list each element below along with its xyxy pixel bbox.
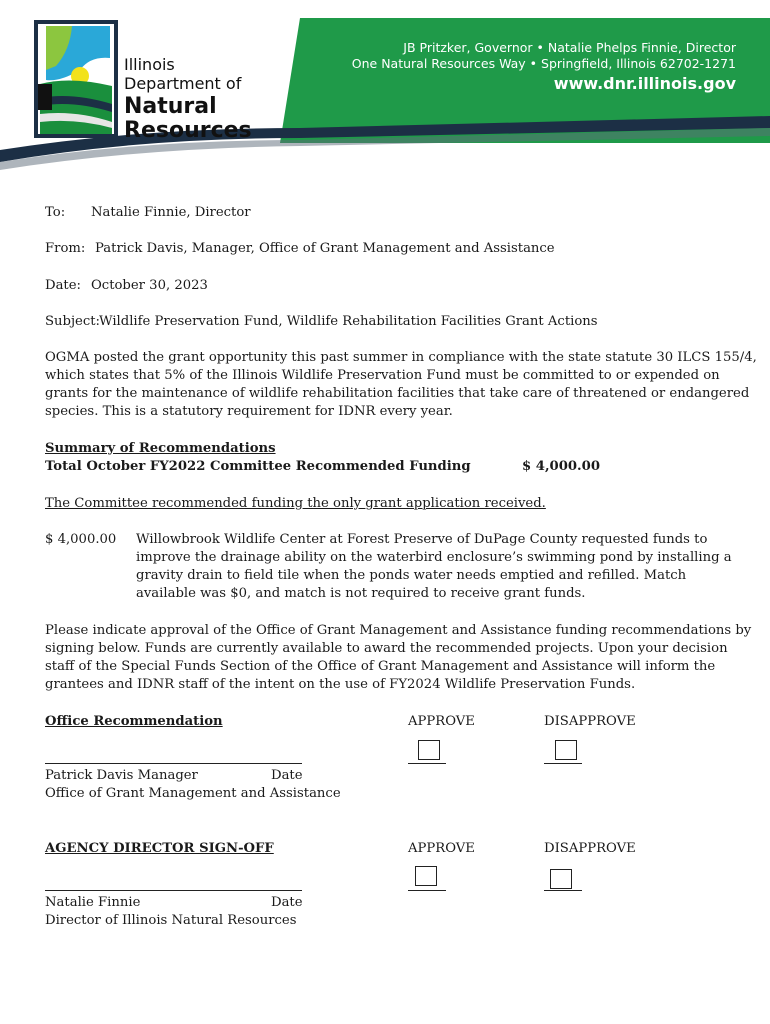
- intro-line: species. This is a statutory requirement for IDNR every year.: [45, 404, 453, 419]
- director-date-label: Date: [271, 895, 303, 910]
- office-approve-label: APPROVE: [408, 714, 475, 729]
- total-label: Total October FY2022 Committee Recommended Funding: [45, 459, 471, 474]
- office-signer-title: Office of Grant Management and Assistance: [45, 786, 341, 801]
- subject-value: Wildlife Preservation Fund, Wildlife Rehabilitation Facilities Grant Actions: [99, 314, 598, 329]
- director-disapprove-underline: [544, 890, 582, 891]
- logo-text-natural: Natural: [124, 94, 217, 119]
- website-link[interactable]: www.dnr.illinois.gov: [553, 74, 736, 93]
- from-label: From:: [45, 241, 86, 256]
- address-line: One Natural Resources Way • Springfield, Illinois 62702-1271: [351, 56, 736, 71]
- director-signer-title: Director of Illinois Natural Resources: [45, 913, 297, 928]
- date-value: October 30, 2023: [91, 278, 208, 293]
- letterhead: [0, 0, 770, 170]
- intro-line: OGMA posted the grant opportunity this past summer in compliance with the state statute 30 ILCS 155/4,: [45, 350, 757, 365]
- office-date-label: Date: [271, 768, 303, 783]
- grant-line: improve the drainage ability on the waterbird enclosure’s swimming pond by installing a: [136, 550, 732, 565]
- summary-heading: Summary of Recommendations: [45, 441, 276, 456]
- approval-line: grantees and IDNR staff of the intent on the use of FY2024 Wildlife Preservation Funds.: [45, 677, 636, 692]
- intro-line: grants for the maintenance of wildlife rehabilitation facilities that take care of threatened or endangered: [45, 386, 750, 401]
- total-value: $ 4,000.00: [522, 459, 601, 474]
- director-approve-label: APPROVE: [408, 841, 475, 856]
- director-signer-name: Natalie Finnie: [45, 895, 141, 910]
- office-signer-name: Patrick Davis Manager: [45, 768, 198, 783]
- director-approve-checkbox[interactable]: [415, 866, 437, 886]
- logo-text-illinois: Illinois: [124, 55, 175, 74]
- from-value: Patrick Davis, Manager, Office of Grant Management and Assistance: [95, 241, 555, 256]
- subject-label: Subject:: [45, 314, 100, 329]
- committee-note: The Committee recommended funding the only grant application received.: [45, 496, 546, 511]
- logo-text-resources: Resources: [124, 118, 252, 143]
- grant-amount: $ 4,000.00: [45, 532, 117, 547]
- office-recommendation-heading: Office Recommendation: [45, 714, 223, 729]
- idnr-logo-icon: [34, 20, 118, 138]
- director-disapprove-label: DISAPPROVE: [544, 841, 636, 856]
- approval-line: signing below. Funds are currently available to award the recommended projects. Upon your decision: [45, 641, 728, 656]
- grant-line: available was $0, and match is not required to receive grant funds.: [136, 586, 586, 601]
- director-signoff-heading: AGENCY DIRECTOR SIGN-OFF: [45, 841, 274, 856]
- approval-line: staff of the Special Funds Section of the Office of Grant Management and Assistance will inform the: [45, 659, 716, 674]
- office-disapprove-underline: [544, 763, 582, 764]
- date-label: Date:: [45, 278, 81, 293]
- to-label: To:: [45, 205, 66, 220]
- office-approve-checkbox[interactable]: [418, 740, 440, 760]
- logo-text-department: Department of: [124, 74, 242, 93]
- approval-line: Please indicate approval of the Office of Grant Management and Assistance funding recommendations by: [45, 623, 752, 638]
- director-disapprove-checkbox[interactable]: [550, 869, 572, 889]
- grant-line: gravity drain to field tile when the ponds water needs emptied and refilled. Match: [136, 568, 687, 583]
- office-signature-line[interactable]: [45, 763, 302, 764]
- director-signature-line[interactable]: [45, 890, 302, 891]
- grant-line: Willowbrook Wildlife Center at Forest Preserve of DuPage County requested funds to: [136, 532, 708, 547]
- office-approve-underline: [408, 763, 446, 764]
- governor-line: JB Pritzker, Governor • Natalie Phelps Finnie, Director: [403, 40, 736, 55]
- office-disapprove-label: DISAPPROVE: [544, 714, 636, 729]
- office-disapprove-checkbox[interactable]: [555, 740, 577, 760]
- intro-line: which states that 5% of the Illinois Wildlife Preservation Fund must be committed to or expended on: [45, 368, 720, 383]
- director-approve-underline: [408, 890, 446, 891]
- to-value: Natalie Finnie, Director: [91, 205, 251, 220]
